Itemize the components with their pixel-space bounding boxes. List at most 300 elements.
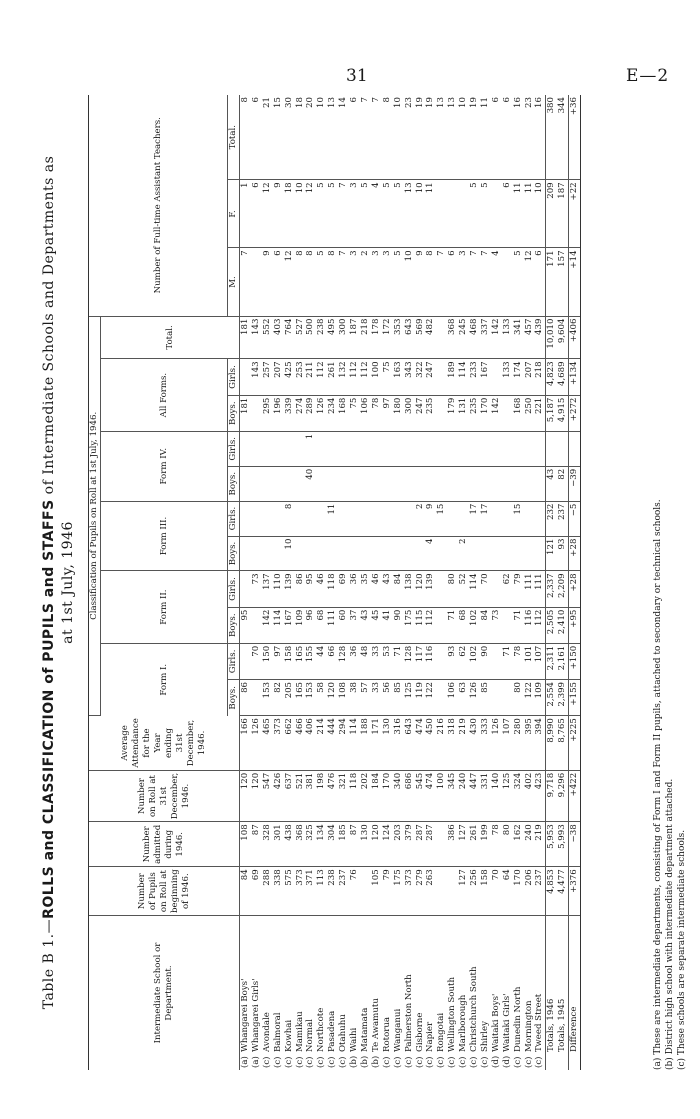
school-name-cell [447,916,458,1071]
table-cell: 125 [404,679,415,715]
table-cell: 90 [393,607,404,643]
table-cell: 338 [273,867,284,916]
table-cell: 450 [425,716,436,771]
table-cell: 205 [284,679,295,715]
table-cell: 5 [393,248,404,316]
table-cell [447,536,458,571]
table-cell: 637 [284,770,295,822]
header-girls: Girls. [228,571,240,607]
table-cell [436,679,447,715]
table-cell: +22 [569,180,581,248]
table-cell: 43 [382,571,393,607]
school-type-marker: (a) [250,1056,261,1068]
table-cell [513,536,524,571]
table-cell: 13 [327,95,338,180]
table-cell: 112 [316,359,327,395]
header-form2: Form II. [101,571,228,643]
table-cell: +150 [569,643,581,679]
school-type-marker: (c) [469,1056,480,1068]
table-cell [262,536,273,571]
table-cell: 116 [524,607,535,643]
table-row [415,95,426,1070]
table-cell: 202 [360,770,371,822]
table-cell: 143 [251,316,262,359]
table-cell: 203 [393,822,404,867]
table-cell: 180 [393,395,404,431]
table-cell [338,501,349,536]
table-cell: 11 [480,95,491,180]
table-cell: 170 [480,395,491,431]
table-cell: 70 [480,571,491,607]
table-cell: 84 [240,867,251,916]
table-cell: 19 [469,95,480,180]
school-name-cell [393,916,404,1071]
table-cell: 174 [513,359,524,395]
table-cell: 132 [338,359,349,395]
table-cell [327,431,338,466]
table-row [546,95,557,1070]
school-type-marker: (c) [338,1056,349,1068]
school-type-marker: (c) [479,1056,490,1068]
school-type-marker: (c) [294,1056,305,1068]
table-cell: 165 [295,679,306,715]
table-cell: 1 [305,431,316,466]
table-cell [404,536,415,571]
header-girls: Girls. [228,643,240,679]
table-cell [458,180,469,248]
table-cell [240,501,251,536]
table-cell: 7 [360,95,371,180]
table-cell [273,501,284,536]
table-cell: 142 [262,607,273,643]
table-cell [447,501,458,536]
table-cell: 216 [436,716,447,771]
table-cell: 100 [436,770,447,822]
table-row [458,95,469,1070]
school-type-marker: (c) [534,1056,545,1068]
table-cell [491,359,502,395]
table-cell: 87 [251,822,262,867]
table-cell [273,466,284,501]
table-cell: 4,823 [546,359,557,395]
school-name-cell [436,916,447,1071]
table-cell: 106 [447,679,458,715]
table-cell: 175 [404,607,415,643]
header-form1: Form I. [101,643,228,715]
table-cell: 235 [425,395,436,431]
table-cell: 68 [458,607,469,643]
table-cell [436,359,447,395]
table-cell: 165 [295,643,306,679]
table-cell: 84 [480,607,491,643]
table-cell [546,431,557,466]
school-type-marker: (c) [436,1056,447,1068]
table-cell: 12 [305,180,316,248]
table-cell: 23 [524,95,535,180]
table-cell [415,466,426,501]
table-cell [502,466,513,501]
table-cell: 82 [557,466,568,501]
table-cell: 8 [382,95,393,180]
table-cell: 280 [513,716,524,771]
table-cell: 36 [349,643,360,679]
table-cell [502,395,513,431]
footnote-c: (c) These schools are separate intermediate schools. [677,829,687,1070]
table-cell: 30 [284,95,295,180]
table-cell [382,466,393,501]
table-cell: 170 [513,867,524,916]
table-cell [240,643,251,679]
table-cell: 353 [393,316,404,359]
table-cell: 139 [425,571,436,607]
table-cell [240,536,251,571]
table-cell: 6 [273,248,284,316]
table-cell [273,431,284,466]
table-cell: 179 [447,395,458,431]
table-cell [436,571,447,607]
table-cell: 381 [305,770,316,822]
table-cell [491,643,502,679]
table-cell: 7 [240,248,251,316]
table-cell: 344 [557,95,568,180]
table-cell: 93 [557,536,568,571]
table-cell: 18 [295,95,306,180]
school-name: Mornington [523,1000,534,1052]
table-cell: 80 [513,679,524,715]
table-cell [360,536,371,571]
table-cell: 126 [469,679,480,715]
table-cell: 5 [469,180,480,248]
school-name: Matamata [359,1007,370,1052]
table-cell: 466 [295,716,306,771]
table-cell: 4 [425,536,436,571]
table-cell: 643 [404,716,415,771]
table-cell: 235 [469,395,480,431]
table-cell: 142 [491,316,502,359]
table-cell: 301 [273,822,284,867]
table-cell [469,431,480,466]
table-cell: 5,953 [546,822,557,867]
table-cell: 131 [458,395,469,431]
table-cell [404,501,415,536]
table-cell: 167 [480,359,491,395]
table-cell: 423 [534,770,545,822]
school-name: Whangarei Girls' [250,978,261,1052]
table-cell: 114 [469,571,480,607]
table-cell: 166 [240,716,251,771]
table-cell: 8 [284,501,295,536]
table-cell [295,536,306,571]
header-form3: Form III. [101,501,228,571]
table-cell [425,431,436,466]
table-cell [349,431,360,466]
table-cell [240,571,251,607]
table-cell: 157 [557,248,568,316]
table-cell: 45 [371,607,382,643]
table-cell [316,536,327,571]
table-cell: 80 [447,571,458,607]
table-cell: 126 [491,716,502,771]
table-cell: 274 [295,395,306,431]
footnotes [652,95,688,1070]
school-name: Gisborne [414,1012,425,1052]
table-cell: 53 [382,643,393,679]
table-cell: +28 [569,536,581,571]
table-cell: 240 [524,822,535,867]
school-name: Whangarei Boys' [240,978,250,1052]
table-cell [458,466,469,501]
school-name-cell [262,916,273,1071]
table-cell: 10 [404,248,415,316]
header-total: Total. [101,316,240,359]
table-cell: 46 [371,571,382,607]
table-cell: 5 [382,180,393,248]
table-cell [534,431,545,466]
table-cell: 112 [360,359,371,395]
table-cell: 219 [458,716,469,771]
table-cell: +155 [569,679,581,715]
table-cell: 73 [251,571,262,607]
table-cell [393,431,404,466]
table-cell: 56 [382,679,393,715]
school-type-marker: (c) [283,1056,294,1068]
table-cell: 19 [425,95,436,180]
table-cell: 9,296 [557,770,568,822]
table-cell: 133 [502,316,513,359]
table-cell: 218 [360,316,371,359]
table-cell [502,501,513,536]
table-cell [349,466,360,501]
table-cell: 79 [513,571,524,607]
table-row [295,95,306,1070]
table-cell: 15 [436,501,447,536]
school-name: Dunedin North [512,986,523,1052]
table-cell [502,607,513,643]
table-cell: 21 [262,95,273,180]
table-body [240,95,581,1070]
table-cell: 2,410 [557,607,568,643]
table-cell: 333 [480,716,491,771]
school-type-marker: (c) [316,1056,327,1068]
school-name-cell [513,916,524,1071]
table-cell [240,466,251,501]
header-teachers-total: Total. [228,95,240,180]
table-cell: 219 [534,822,545,867]
school-name: Balmoral [272,1012,283,1052]
table-cell: 62 [502,571,513,607]
table-cell: 121 [546,536,557,571]
school-name: Pasadena [327,1010,338,1052]
table-cell [240,431,251,466]
table-cell: 12 [524,248,535,316]
table-cell: 106 [360,395,371,431]
table-cell: 68 [316,607,327,643]
table-cell: 5 [480,180,491,248]
table-cell: +95 [569,607,581,643]
table-cell: 300 [404,395,415,431]
table-cell: 105 [371,867,382,916]
table-cell: 5,993 [557,822,568,867]
school-name-cell [273,916,284,1071]
rolls-table [88,95,581,1070]
school-type-marker: (d) [490,1055,501,1068]
table-cell: 237 [534,867,545,916]
table-cell: 114 [458,359,469,395]
school-name-cell [240,916,251,1071]
header-form4: Form IV. [101,431,228,501]
table-cell: 261 [469,822,480,867]
table-cell: 482 [425,316,436,359]
table-cell [436,867,447,916]
caption-prefix: Table B 1.— [41,918,57,1010]
school-name-cell [480,916,491,1071]
table-cell: 318 [447,716,458,771]
table-cell: +28 [569,571,581,607]
table-cell: 2,399 [557,679,568,715]
table-cell [338,431,349,466]
table-cell: 3 [349,180,360,248]
table-cell: 18 [284,180,295,248]
table-cell: 2 [458,536,469,571]
header-boys: Boys. [228,466,240,501]
table-cell [436,316,447,359]
table-cell [251,607,262,643]
table-cell: 71 [447,607,458,643]
table-cell: 206 [524,867,535,916]
table-cell: 643 [404,316,415,359]
school-name: Mamikau [294,1011,305,1052]
table-row [557,95,568,1070]
school-name-cell [415,916,426,1071]
table-cell: 178 [371,316,382,359]
table-cell [534,466,545,501]
table-cell [513,431,524,466]
school-name: Napier [425,1021,436,1052]
table-cell: 137 [262,571,273,607]
table-cell: 125 [502,770,513,822]
table-cell [393,501,404,536]
table-cell: 214 [316,716,327,771]
table-cell: 10 [458,95,469,180]
table-cell: 240 [458,770,469,822]
table-cell: 5 [513,248,524,316]
table-cell: 62 [458,643,469,679]
table-cell: −38 [569,822,581,867]
table-cell: 2,311 [546,643,557,679]
table-cell: 373 [295,867,306,916]
table-cell: 368 [447,316,458,359]
table-cell: 6 [251,180,262,248]
page-number: 31 [346,66,368,86]
table-cell: 575 [284,867,295,916]
table-cell: 111 [327,607,338,643]
table-row [382,95,393,1070]
header-avg-attendance: Average Attendance for the Year ending 31st December, 1946. [89,716,240,771]
school-name-cell [349,916,360,1071]
table-row [569,95,581,1070]
table-cell [469,536,480,571]
table-cell [305,536,316,571]
table-cell: 19 [415,95,426,180]
school-type-marker: (c) [327,1056,338,1068]
school-name-cell [316,916,327,1071]
table-cell [502,679,513,715]
school-name-cell [557,916,568,1071]
table-cell: 3 [382,248,393,316]
table-cell: 101 [524,643,535,679]
table-cell: 9,718 [546,770,557,822]
table-cell: 127 [458,822,469,867]
table-cell: 4 [371,180,382,248]
school-name: Palmerston North [403,974,414,1052]
table-cell: 521 [295,770,306,822]
table-row [393,95,404,1070]
table-cell: 162 [513,822,524,867]
table-cell: 70 [251,643,262,679]
table-cell: 58 [316,679,327,715]
table-cell: 371 [305,867,316,916]
table-cell: 86 [295,571,306,607]
table-cell: 9,604 [557,316,568,359]
table-cell: 468 [469,316,480,359]
table-cell [262,501,273,536]
table-cell [284,431,295,466]
table-cell: 337 [480,316,491,359]
table-cell [262,431,273,466]
school-name-cell [502,916,513,1071]
table-cell: 115 [415,607,426,643]
table-cell: 430 [469,716,480,771]
table-cell: 64 [502,867,513,916]
school-name: Wanganui [392,1008,403,1052]
table-cell [251,248,262,316]
table-cell [360,466,371,501]
school-type-marker: (d) [501,1055,512,1068]
table-cell: 8 [327,248,338,316]
school-type-marker: (c) [425,1056,436,1068]
table-cell [240,359,251,395]
table-cell: 120 [415,571,426,607]
table-cell [569,431,581,466]
table-cell [338,536,349,571]
table-cell: 12 [284,248,295,316]
table-cell [524,536,535,571]
table-cell: 10 [284,536,295,571]
table-cell [425,466,436,501]
school-type-marker: (b) [349,1055,360,1068]
table-row [447,95,458,1070]
table-cell: 128 [404,643,415,679]
school-type-marker: (c) [447,1056,458,1068]
table-cell: 7 [338,180,349,248]
table-row [360,95,371,1070]
table-cell [491,679,502,715]
table-cell: 33 [371,643,382,679]
table-cell: +376 [569,867,581,916]
table-cell: +225 [569,716,581,771]
table-cell: 198 [316,770,327,822]
table-cell: 116 [425,643,436,679]
table-cell: 426 [273,770,284,822]
table-cell: 112 [534,607,545,643]
table-cell: 38 [349,679,360,715]
table-cell: 447 [469,770,480,822]
table-cell [524,431,535,466]
table-cell: 2,505 [546,607,557,643]
school-type-marker: (b) [370,1055,381,1068]
table-cell: 7 [371,95,382,180]
table-cell: 8 [240,95,251,180]
